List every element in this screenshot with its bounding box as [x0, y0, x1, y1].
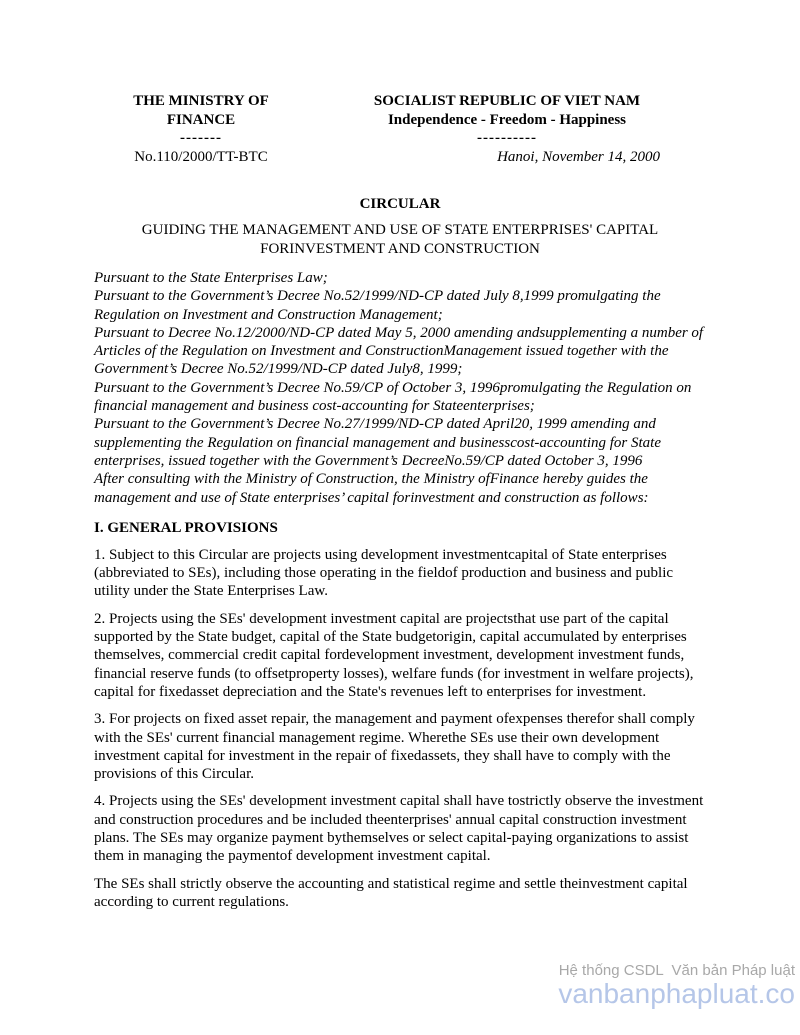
body-paragraph: 2. Projects using the SEs' development investment capital are projectsthat use part of the capital supported by the State budget, capital of the State budgetorigin, capital accumulated by enterprises themselves, commercial credit capital fordevelopment investment, development investment funds, financial reserve funds (to offsetproperty losses), welfare funds (for investment in welfare projects), capital for fixedasset depreciation and the State's revenues left to enterprises for investment. [94, 610, 694, 700]
site-watermark [558, 962, 795, 1009]
national-motto-block [308, 92, 706, 168]
agency-name-line2: FINANCE [166, 112, 236, 128]
preamble-paragraph: After consulting with the Ministry of Construction, the Ministry ofFinance hereby guides the management and use of State enterprises’ capital forinvestment and construction as follows: [94, 471, 649, 506]
body-section [94, 546, 706, 911]
document-header [94, 92, 706, 168]
preamble-paragraph: Pursuant to the Government’s Decree No.59/CP of October 3, 1996promulgating the Regulation on financial management and business cost-accounting for Stateenterprises; [94, 379, 692, 415]
preamble-paragraph: Pursuant to Decree No.12/2000/ND-CP dated May 5, 2000 amending andsupplementing a number of Articles of the Regulation on Investment and ConstructionManagement issued together with the Government’s Decree No.52/1999/ND-CP dated July8, 1999; [94, 324, 704, 378]
agency-name-line1: THE MINISTRY OF [133, 93, 269, 109]
agency-divider: ------- [180, 130, 222, 146]
nation-name: SOCIALIST REPUBLIC OF VIET NAM [373, 93, 641, 109]
document-number: No.110/2000/TT-BTC [134, 149, 268, 165]
national-motto: Independence - Freedom - Happiness [387, 112, 627, 128]
preamble-paragraph: Pursuant to the State Enterprises Law; [94, 270, 328, 286]
body-paragraph: 4. Projects using the SEs' development investment capital shall have tostrictly observe the investment and construction procedures and be included theenterprises' annual capital construction investment plans. The SEs may organize payment bythemselves or select capital-paying organizations to assist them in managing the paymentof development investment capital. [94, 793, 704, 865]
watermark-site-text: vanbanphapluat.co [558, 978, 795, 1009]
motto-divider: ---------- [477, 130, 537, 146]
section-heading-general-provisions: I. GENERAL PROVISIONS [94, 519, 278, 536]
document-subtitle: GUIDING THE MANAGEMENT AND USE OF STATE ENTERPRISES' CAPITAL FORINVESTMENT AND CONSTRUCTION [141, 222, 659, 257]
document-title: CIRCULAR [359, 196, 441, 212]
body-paragraph: The SEs shall strictly observe the accounting and statistical regime and settle theinvestment capital according to current regulations. [94, 875, 688, 910]
issuing-agency-block [94, 92, 308, 168]
watermark-provider-text: Hệ thống CSDL Văn bản Pháp luật [558, 962, 795, 979]
body-paragraph: 3. For projects on fixed asset repair, the management and payment ofexpenses therefor shall comply with the SEs' current financial management regime. Wherethe SEs use their own development investment capital for investment in the repair of fixedassets, they shall have to comply with the provisions of this Circular. [94, 711, 695, 783]
place-and-date: Hanoi, November 14, 2000 [497, 149, 660, 165]
preamble-paragraph: Pursuant to the Government’s Decree No.52/1999/ND-CP dated July 8,1999 promulgating the Regulation on Investment and Construction Management; [94, 288, 661, 323]
preamble-section [94, 269, 706, 507]
body-paragraph: 1. Subject to this Circular are projects using development investmentcapital of State enterprises (abbreviated to SEs), including those operating in the fieldof production and business and public utility under the State Enterprises Law. [94, 546, 674, 600]
preamble-paragraph: Pursuant to the Government’s Decree No.27/1999/ND-CP dated April20, 1999 amending and supplementing the Regulation on financial management and businesscost-accounting for State enterprises, issued together with the Government’s DecreeNo.59/CP dated October 3, 1996 [94, 416, 662, 469]
